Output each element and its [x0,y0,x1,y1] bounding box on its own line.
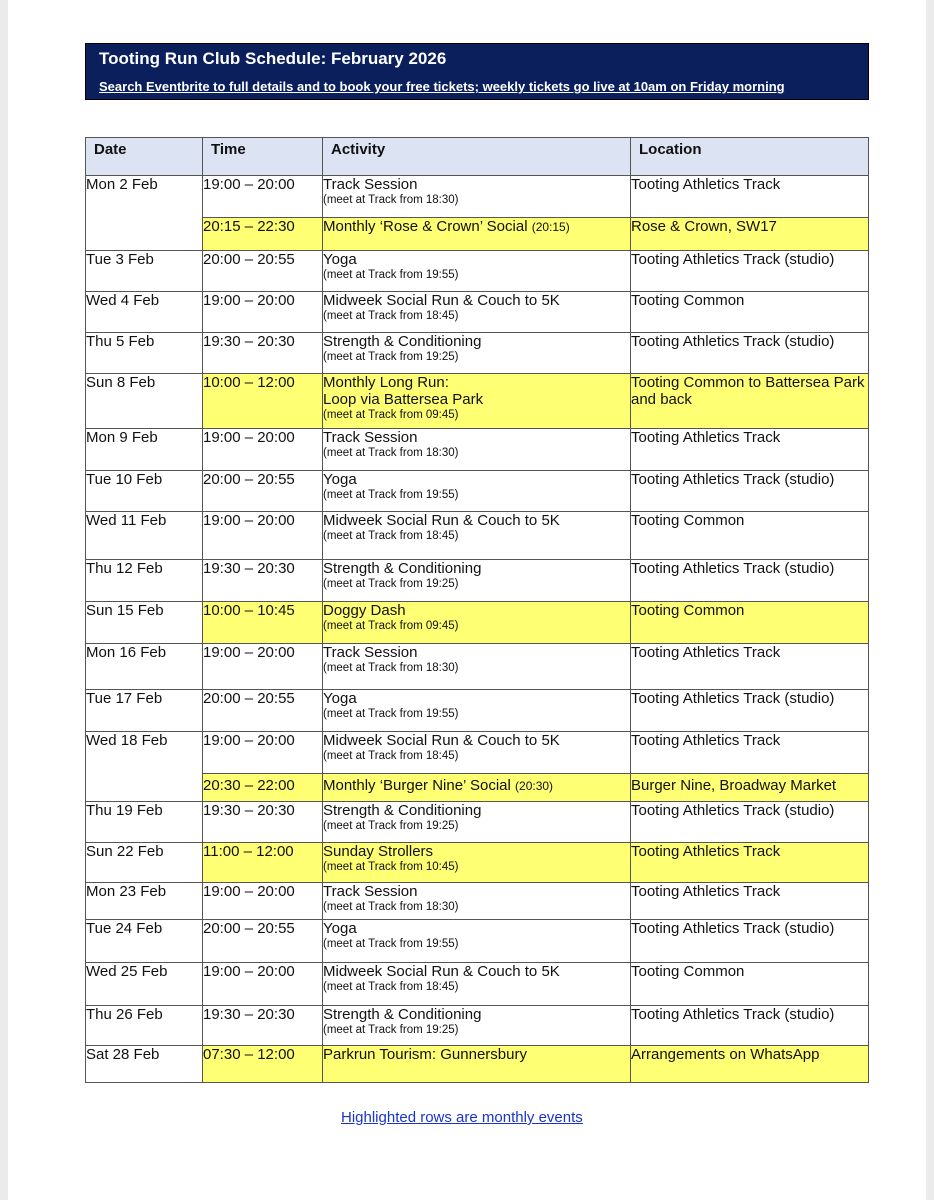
meet-note: (meet at Track from 19:25) [323,1024,459,1036]
column-header-date: Date [86,138,203,176]
location-cell: Tooting Athletics Track [631,883,869,920]
column-header-location: Location [631,138,869,176]
activity-cell [323,843,631,883]
time-cell: 20:00 – 20:55 [203,471,323,512]
date-cell: Wed 4 Feb [86,292,203,333]
location-cell: Tooting Athletics Track [631,644,869,690]
activity-name: Track Session [323,176,418,193]
location-cell: Tooting Athletics Track [631,176,869,218]
table-row [86,176,869,218]
location-cell: Tooting Athletics Track (studio) [631,560,869,602]
table-row [86,429,869,471]
date-cell: Sat 28 Feb [86,1046,203,1083]
column-header-time: Time [203,138,323,176]
activity-name: Doggy Dash [323,602,406,619]
date-cell: Sun 8 Feb [86,374,203,429]
activity-name: Sunday Strollers [323,843,434,860]
activity-cell [323,732,631,774]
activity-name: Strength & Conditioning [323,802,482,819]
time-cell: 19:30 – 20:30 [203,802,323,843]
activity-name: Monthly Long Run: [323,374,449,391]
meet-note: (meet at Track from 18:30) [323,901,459,913]
location-cell: Tooting Athletics Track (studio) [631,802,869,843]
activity-name: Monthly ‘Burger Nine’ Social [323,777,511,794]
activity-name: Strength & Conditioning [323,1006,482,1023]
activity-cell [323,920,631,963]
time-cell: 20:30 – 22:00 [203,774,323,802]
meet-note: (meet at Track from 19:25) [323,351,459,363]
location-cell: Tooting Athletics Track [631,732,869,774]
time-cell: 19:00 – 20:00 [203,963,323,1006]
time-cell: 10:00 – 10:45 [203,602,323,644]
activity-cell [323,602,631,644]
location-cell: Tooting Common [631,292,869,333]
table-row [86,560,869,602]
table-row-monthly [86,374,869,429]
time-cell: 19:00 – 20:00 [203,512,323,560]
time-cell: 19:30 – 20:30 [203,560,323,602]
table-row [86,292,869,333]
date-cell: Wed 25 Feb [86,963,203,1006]
location-cell: Tooting Athletics Track [631,429,869,471]
time-cell: 10:00 – 12:00 [203,374,323,429]
date-cell: Thu 12 Feb [86,560,203,602]
table-row [86,644,869,690]
table-row [86,471,869,512]
date-cell: Mon 2 Feb [86,176,203,251]
meet-note: (meet at Track from 18:45) [323,310,459,322]
location-cell: Tooting Athletics Track [631,843,869,883]
location-cell: Tooting Common [631,512,869,560]
meet-note: (meet at Track from 18:45) [323,750,459,762]
time-cell: 20:00 – 20:55 [203,920,323,963]
date-cell: Tue 17 Feb [86,690,203,732]
meet-note: (meet at Track from 18:45) [323,981,459,993]
meet-note: (meet at Track from 18:30) [323,194,459,206]
activity-cell [323,429,631,471]
activity-cell [323,644,631,690]
activity-cell [323,690,631,732]
location-cell: Tooting Common [631,602,869,644]
table-row-monthly [86,602,869,644]
activity-cell [323,963,631,1006]
location-cell: Rose & Crown, SW17 [631,218,869,251]
time-cell: 20:00 – 20:55 [203,251,323,292]
meet-note: (meet at Track from 19:25) [323,820,459,832]
activity-cell [323,883,631,920]
time-cell: 19:00 – 20:00 [203,644,323,690]
time-cell: 20:15 – 22:30 [203,218,323,251]
table-row [86,883,869,920]
activity-cell [323,292,631,333]
location-cell: Tooting Athletics Track (studio) [631,1006,869,1046]
activity-name: Track Session [323,429,418,446]
document-page [8,0,926,1200]
meet-note: (meet at Track from 18:45) [323,530,459,542]
activity-time-note: (20:30) [515,779,554,793]
meet-note: (meet at Track from 18:30) [323,662,459,674]
table-row-monthly [86,1046,869,1083]
activity-cell [323,333,631,374]
activity-name: Midweek Social Run & Couch to 5K [323,732,560,749]
date-cell: Thu 19 Feb [86,802,203,843]
date-cell: Tue 24 Feb [86,920,203,963]
date-cell: Mon 9 Feb [86,429,203,471]
activity-cell [323,1046,631,1083]
time-cell: 19:00 – 20:00 [203,732,323,774]
table-row-monthly [86,774,869,802]
activity-cell [323,1006,631,1046]
date-cell: Thu 26 Feb [86,1006,203,1046]
table-row [86,963,869,1006]
date-cell: Wed 18 Feb [86,732,203,802]
meet-note: (meet at Track from 19:55) [323,708,459,720]
location-cell: Tooting Athletics Track (studio) [631,920,869,963]
activity-name: Track Session [323,644,418,661]
table-row [86,251,869,292]
date-cell: Wed 11 Feb [86,512,203,560]
date-cell: Sun 22 Feb [86,843,203,883]
meet-note: (meet at Track from 09:45) [323,620,459,632]
eventbrite-instructions: Search Eventbrite to full details and to book your free tickets; weekly tickets go live at 10am on Friday morning [99,79,785,94]
table-row [86,732,869,774]
activity-cell [323,218,631,251]
table-row-monthly [86,218,869,251]
schedule-banner [85,43,869,100]
meet-note: (meet at Track from 09:45) [323,409,459,421]
date-cell: Thu 5 Feb [86,333,203,374]
time-cell: 19:00 – 20:00 [203,883,323,920]
date-cell: Mon 16 Feb [86,644,203,690]
activity-cell [323,251,631,292]
activity-name: Strength & Conditioning [323,333,482,350]
activity-name: Parkrun Tourism: Gunnersbury [323,1046,527,1063]
table-header-row [86,138,869,176]
time-cell: 19:00 – 20:00 [203,292,323,333]
table-row [86,690,869,732]
activity-name: Yoga [323,920,357,937]
meet-note: (meet at Track from 19:55) [323,489,459,501]
location-cell: Tooting Common to Battersea Park and back [631,374,869,429]
activity-name: Yoga [323,251,357,268]
activity-cell [323,471,631,512]
date-cell: Tue 10 Feb [86,471,203,512]
meet-note: (meet at Track from 10:45) [323,861,459,873]
table-row [86,1006,869,1046]
activity-name: Yoga [323,471,357,488]
highlight-legend-note: Highlighted rows are monthly events [341,1109,583,1126]
page-title: Tooting Run Club Schedule: February 2026 [99,49,447,68]
location-cell: Tooting Athletics Track (studio) [631,690,869,732]
activity-cell [323,802,631,843]
table-row [86,333,869,374]
table-row [86,920,869,963]
location-cell: Tooting Athletics Track (studio) [631,251,869,292]
date-cell: Tue 3 Feb [86,251,203,292]
table-row [86,512,869,560]
activity-cell [323,176,631,218]
meet-note: (meet at Track from 19:55) [323,938,459,950]
activity-name: Monthly ‘Rose & Crown’ Social [323,218,528,235]
time-cell: 19:00 – 20:00 [203,176,323,218]
column-header-activity: Activity [323,138,631,176]
activity-cell [323,560,631,602]
activity-cell [323,774,631,802]
activity-name-line2: Loop via Battersea Park [323,391,484,408]
location-cell: Burger Nine, Broadway Market [631,774,869,802]
time-cell: 19:30 – 20:30 [203,1006,323,1046]
time-cell: 19:00 – 20:00 [203,429,323,471]
time-cell: 11:00 – 12:00 [203,843,323,883]
activity-time-note: (20:15) [531,220,570,234]
table-row [86,802,869,843]
time-cell: 20:00 – 20:55 [203,690,323,732]
activity-name: Strength & Conditioning [323,560,482,577]
activity-name: Midweek Social Run & Couch to 5K [323,963,560,980]
location-cell: Tooting Common [631,963,869,1006]
location-cell: Tooting Athletics Track (studio) [631,471,869,512]
table-row-monthly [86,843,869,883]
meet-note: (meet at Track from 19:55) [323,269,459,281]
activity-name: Track Session [323,883,418,900]
time-cell: 07:30 – 12:00 [203,1046,323,1083]
schedule-table [85,137,869,1083]
activity-name: Midweek Social Run & Couch to 5K [323,292,560,309]
location-cell: Tooting Athletics Track (studio) [631,333,869,374]
meet-note: (meet at Track from 19:25) [323,578,459,590]
activity-cell [323,512,631,560]
meet-note: (meet at Track from 18:30) [323,447,459,459]
activity-name: Midweek Social Run & Couch to 5K [323,512,560,529]
location-cell: Arrangements on WhatsApp [631,1046,869,1083]
activity-name: Yoga [323,690,357,707]
date-cell: Sun 15 Feb [86,602,203,644]
time-cell: 19:30 – 20:30 [203,333,323,374]
date-cell: Mon 23 Feb [86,883,203,920]
activity-cell [323,374,631,429]
